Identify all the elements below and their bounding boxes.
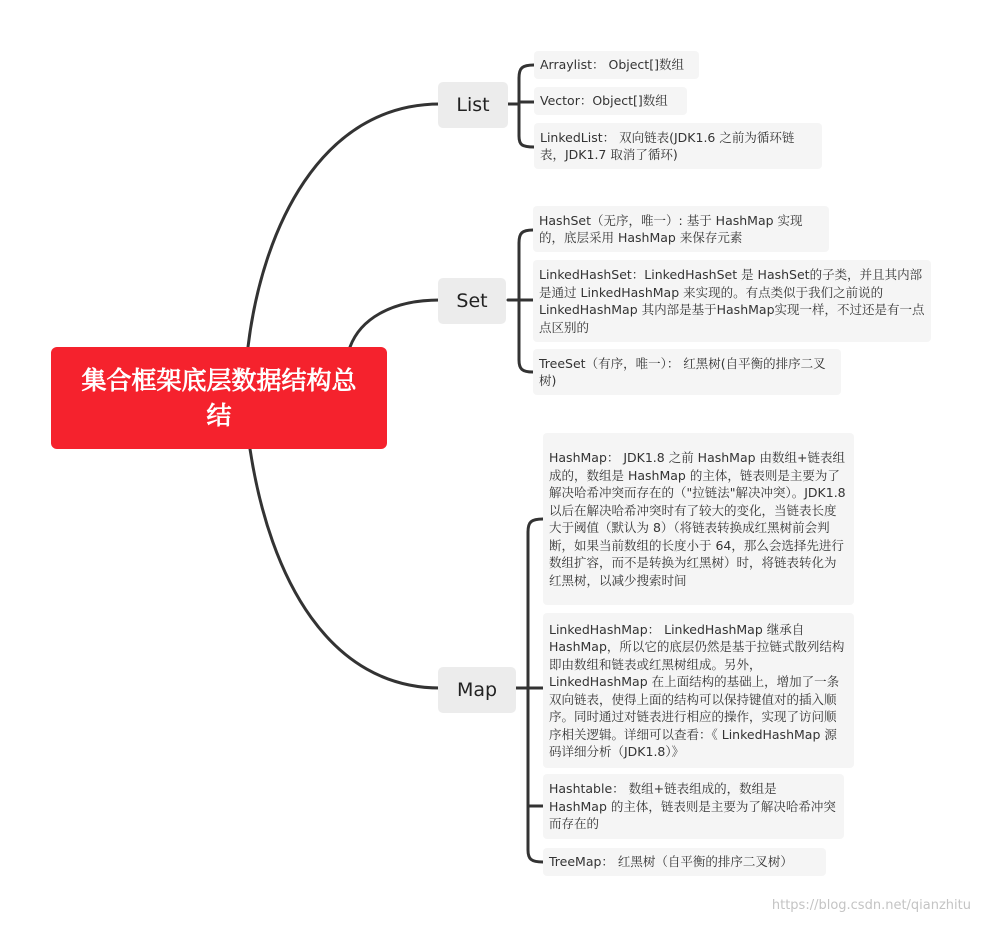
watermark: https://blog.csdn.net/qianzhitu bbox=[771, 898, 971, 913]
leaf-hashtable[interactable]: Hashtable： 数组+链表组成的，数组是 HashMap 的主体，链表则是主要为了解决哈希冲突而存在的 bbox=[543, 774, 844, 839]
root-title: 集合框架底层数据结构总结 bbox=[81, 366, 357, 430]
leaf-linkedlist[interactable]: LinkedList： 双向链表(JDK1.6 之前为循环链表，JDK1.7 取消了循环) bbox=[534, 123, 822, 169]
leaf-treemap[interactable]: TreeMap： 红黑树（自平衡的排序二叉树） bbox=[543, 848, 826, 876]
branch-list[interactable] bbox=[438, 82, 508, 128]
branch-list-label: List bbox=[456, 94, 490, 116]
leaf-treeset[interactable]: TreeSet（有序，唯一）： 红黑树(自平衡的排序二叉树) bbox=[533, 349, 841, 395]
branch-map-label: Map bbox=[456, 679, 498, 701]
root-node[interactable] bbox=[51, 347, 387, 449]
leaf-hashmap[interactable]: HashMap： JDK1.8 之前 HashMap 由数组+链表组成的，数组是 HashMap 的主体，链表则是主要为了解决哈希冲突而存在的（"拉链法"解决冲突）。JDK1.8 以后在解决哈希冲突时有了较大的变化，当链表长度大于阈值（默认为 8）（将链表转换成红黑树前会判断，如果当前数组的长度小于 64，那么会选择先进行数组扩容，而不是转换为红黑树）时，将链表转化为红黑树，以减少搜索时间 bbox=[543, 433, 854, 605]
leaf-vector[interactable]: Vector：Object[]数组 bbox=[534, 87, 687, 115]
branch-map[interactable] bbox=[438, 667, 516, 713]
leaf-linkedhashset[interactable]: LinkedHashSet：LinkedHashSet 是 HashSet的子类，并且其内部是通过 LinkedHashMap 来实现的。有点类似于我们之前说的 LinkedHashMap 其内部是基于HashMap实现一样，不过还是有一点点区别的 bbox=[533, 260, 931, 342]
branch-set-label: Set bbox=[456, 290, 488, 312]
branch-set[interactable] bbox=[438, 278, 506, 324]
leaf-arraylist[interactable]: Arraylist： Object[]数组 bbox=[534, 51, 699, 79]
leaf-hashset[interactable]: HashSet（无序，唯一）: 基于 HashMap 实现的，底层采用 HashMap 来保存元素 bbox=[533, 206, 829, 252]
leaf-linkedhashmap[interactable]: LinkedHashMap： LinkedHashMap 继承自 HashMap，所以它的底层仍然是基于拉链式散列结构即由数组和链表或红黑树组成。另外，LinkedHashMap 在上面结构的基础上，增加了一条双向链表，使得上面的结构可以保持键值对的插入顺序。同时通过对链表进行相应的操作，实现了访问顺序相关逻辑。详细可以查看：《 LinkedHashMap 源码详细分析（JDK1.8）》 bbox=[543, 613, 854, 768]
